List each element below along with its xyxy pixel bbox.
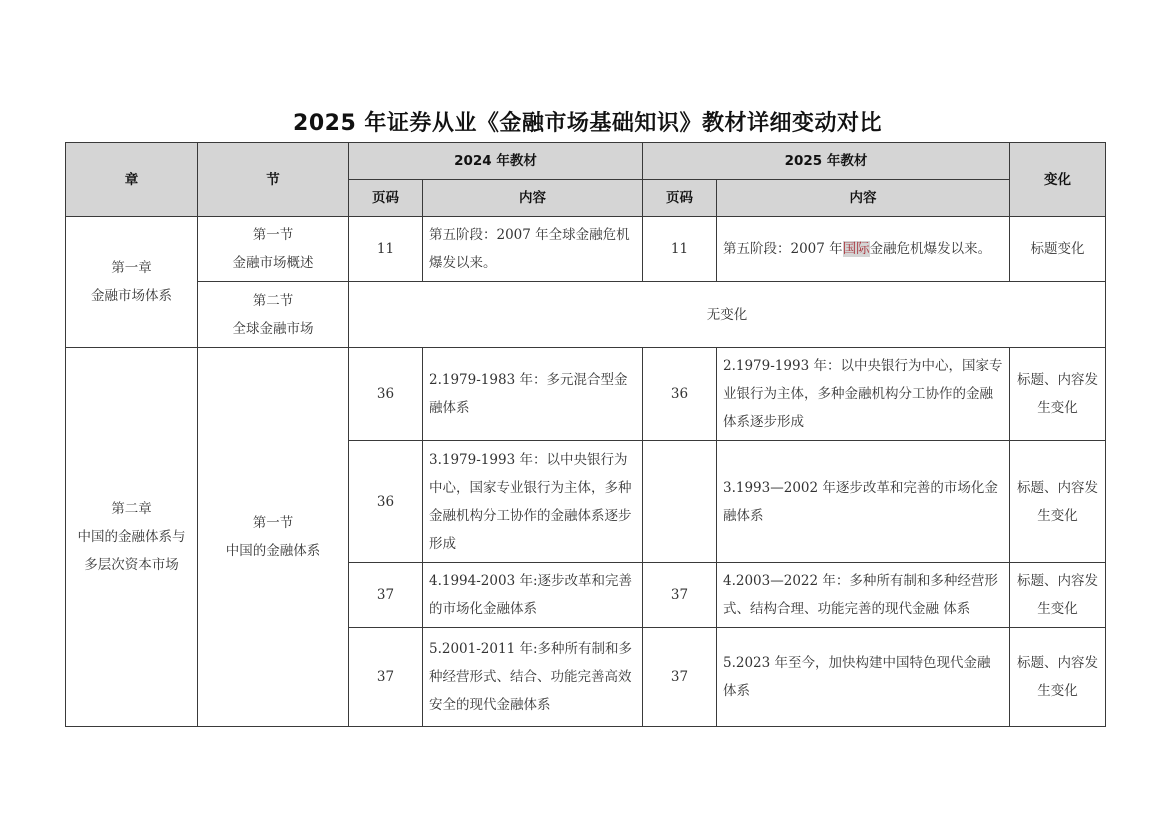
page-2025 [643, 441, 717, 563]
content-2025: 5.2023 年至今，加快构建中国特色现代金融体系 [717, 628, 1010, 727]
section-name: 金融市场概述 [232, 255, 314, 271]
content-text: 第五阶段：2007 年 [723, 241, 843, 257]
chapter-name: 金融市场体系 [91, 288, 172, 304]
content-text: 金融危机爆发以来。 [869, 241, 992, 257]
content-2025: 4.2003—2022 年：多种所有制和多种经营形式、结构合理、功能完善的现代金融 体系 [717, 563, 1010, 628]
content-2024: 第五阶段：2007 年全球金融危机爆发以来。 [423, 217, 643, 282]
header-edition-2024: 2024 年教材 [349, 143, 643, 180]
page-2024: 37 [349, 628, 423, 727]
table-row [66, 348, 1106, 441]
change-cell: 标题、内容发生变化 [1010, 348, 1106, 441]
header-chapter: 章 [66, 143, 198, 217]
header-page-2025: 页码 [643, 180, 717, 217]
page-2024: 37 [349, 563, 423, 628]
header-content-2024: 内容 [423, 180, 643, 217]
chapter-name: 多层次资本市场 [84, 557, 179, 573]
chapter-name: 中国的金融体系与 [77, 529, 186, 545]
comparison-table [65, 142, 1106, 727]
section-name: 中国的金融体系 [225, 543, 321, 559]
page-2025: 37 [643, 563, 717, 628]
document-title: 2025 年证券从业《金融市场基础知识》教材详细变动对比 [293, 111, 882, 136]
change-cell: 标题、内容发生变化 [1010, 563, 1106, 628]
content-2024: 2.1979-1983 年：多元混合型金融体系 [423, 348, 643, 441]
header-edition-2025: 2025 年教材 [643, 143, 1010, 180]
content-2025: 2.1979-1993 年：以中央银行为中心，国家专业银行为主体，多种金融机构分工协作的金融体系逐步形成 [717, 348, 1010, 441]
section-number: 第一节 [252, 515, 294, 531]
content-2025: 3.1993—2002 年逐步改革和完善的市场化金融体系 [717, 441, 1010, 563]
content-2025 [717, 217, 1010, 282]
page-2025: 11 [643, 217, 717, 282]
page-2024: 11 [349, 217, 423, 282]
content-2024: 5.2001-2011 年:多种所有制和多种经营形式、结合、功能完善高效安全的现代金融体系 [423, 628, 643, 727]
chapter-cell [66, 348, 198, 727]
content-2024: 4.1994-2003 年:逐步改革和完善的市场化金融体系 [423, 563, 643, 628]
section-number: 第二节 [252, 292, 294, 309]
change-cell: 标题变化 [1010, 217, 1106, 282]
content-2024: 3.1979-1993 年：以中央银行为中心，国家专业银行为主体，多种金融机构分工协作的金融体系逐步形成 [423, 441, 643, 563]
section-name: 全球金融市场 [232, 320, 314, 337]
header-section: 节 [198, 143, 349, 217]
page-2025: 36 [643, 348, 717, 441]
chapter-cell [66, 217, 198, 348]
section-number: 第一节 [252, 227, 294, 243]
page-2024: 36 [349, 441, 423, 563]
change-cell: 标题、内容发生变化 [1010, 441, 1106, 563]
section-cell [198, 282, 349, 348]
header-content-2025: 内容 [717, 180, 1010, 217]
page-2024: 36 [349, 348, 423, 441]
section-cell [198, 348, 349, 727]
table-row [66, 217, 1106, 282]
section-cell [198, 217, 349, 282]
chapter-number: 第一章 [111, 260, 152, 276]
change-cell: 标题、内容发生变化 [1010, 628, 1106, 727]
table-row [66, 282, 1106, 348]
highlighted-change: 国际 [842, 241, 870, 257]
header-page-2024: 页码 [349, 180, 423, 217]
page-2025: 37 [643, 628, 717, 727]
header-change: 变化 [1010, 143, 1106, 217]
chapter-number: 第二章 [111, 501, 152, 517]
no-change-cell: 无变化 [349, 282, 1106, 348]
